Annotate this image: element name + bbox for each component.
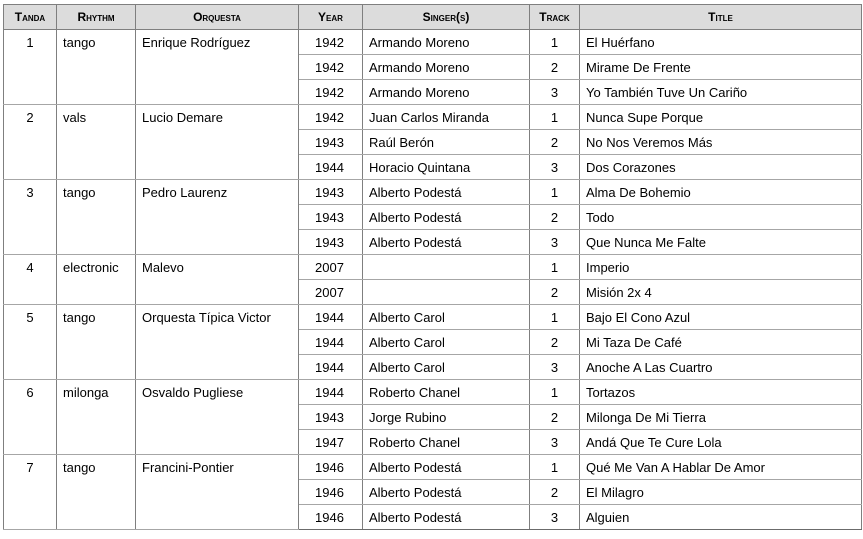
track-cell: 1: [530, 380, 580, 405]
year-cell: 1942: [299, 105, 363, 130]
singer-cell: Alberto Carol: [363, 305, 530, 330]
singer-cell: Roberto Chanel: [363, 430, 530, 455]
title-cell: Misión 2x 4: [580, 280, 862, 305]
title-cell: Imperio: [580, 255, 862, 280]
table-row: [4, 180, 862, 205]
table-body: [4, 30, 862, 530]
header-tanda: Tanda: [4, 5, 57, 30]
singer-cell: Alberto Podestá: [363, 455, 530, 480]
title-cell: Tortazos: [580, 380, 862, 405]
rhythm-cell: tango: [57, 305, 136, 380]
table-row: [4, 305, 862, 330]
singer-cell: Alberto Carol: [363, 355, 530, 380]
track-cell: 2: [530, 130, 580, 155]
title-cell: El Milagro: [580, 480, 862, 505]
singer-cell: Armando Moreno: [363, 55, 530, 80]
orquesta-cell: Osvaldo Pugliese: [136, 380, 299, 455]
table-header: [4, 5, 862, 30]
tanda-number-cell: 3: [4, 180, 57, 255]
singer-cell: [363, 280, 530, 305]
singer-cell: Jorge Rubino: [363, 405, 530, 430]
year-cell: 1943: [299, 230, 363, 255]
title-cell: Qué Me Van A Hablar De Amor: [580, 455, 862, 480]
tanda-number-cell: 7: [4, 455, 57, 530]
year-cell: 1946: [299, 505, 363, 530]
singer-cell: Alberto Podestá: [363, 505, 530, 530]
header-rhythm: Rhythm: [57, 5, 136, 30]
singer-cell: Roberto Chanel: [363, 380, 530, 405]
header-singer: Singer(s): [363, 5, 530, 30]
year-cell: 1942: [299, 80, 363, 105]
singer-cell: Juan Carlos Miranda: [363, 105, 530, 130]
singer-cell: Alberto Carol: [363, 330, 530, 355]
rhythm-cell: electronic: [57, 255, 136, 305]
year-cell: 1944: [299, 355, 363, 380]
singer-cell: Alberto Podestá: [363, 230, 530, 255]
track-cell: 3: [530, 230, 580, 255]
orquesta-cell: Orquesta Típica Victor: [136, 305, 299, 380]
orquesta-cell: Pedro Laurenz: [136, 180, 299, 255]
title-cell: Milonga De Mi Tierra: [580, 405, 862, 430]
title-cell: Mirame De Frente: [580, 55, 862, 80]
rhythm-cell: tango: [57, 30, 136, 105]
title-cell: Alguien: [580, 505, 862, 530]
title-cell: Yo También Tuve Un Cariño: [580, 80, 862, 105]
year-cell: 1942: [299, 55, 363, 80]
track-cell: 2: [530, 330, 580, 355]
title-cell: Mi Taza De Café: [580, 330, 862, 355]
singer-cell: Armando Moreno: [363, 80, 530, 105]
track-cell: 3: [530, 355, 580, 380]
singer-cell: Alberto Podestá: [363, 180, 530, 205]
year-cell: 1946: [299, 480, 363, 505]
track-cell: 1: [530, 105, 580, 130]
track-cell: 2: [530, 280, 580, 305]
tanda-number-cell: 1: [4, 30, 57, 105]
track-cell: 3: [530, 505, 580, 530]
orquesta-cell: Malevo: [136, 255, 299, 305]
title-cell: Alma De Bohemio: [580, 180, 862, 205]
singer-cell: Raúl Berón: [363, 130, 530, 155]
header-row: [4, 5, 862, 30]
title-cell: Dos Corazones: [580, 155, 862, 180]
table-row: [4, 30, 862, 55]
tanda-number-cell: 5: [4, 305, 57, 380]
title-cell: No Nos Veremos Más: [580, 130, 862, 155]
year-cell: 1942: [299, 30, 363, 55]
year-cell: 2007: [299, 255, 363, 280]
title-cell: Bajo El Cono Azul: [580, 305, 862, 330]
singer-cell: Alberto Podestá: [363, 480, 530, 505]
track-cell: 2: [530, 205, 580, 230]
singer-cell: Armando Moreno: [363, 30, 530, 55]
track-cell: 1: [530, 255, 580, 280]
track-cell: 2: [530, 55, 580, 80]
track-cell: 1: [530, 455, 580, 480]
track-cell: 1: [530, 30, 580, 55]
rhythm-cell: milonga: [57, 380, 136, 455]
year-cell: 1947: [299, 430, 363, 455]
title-cell: Anoche A Las Cuartro: [580, 355, 862, 380]
header-title: Title: [580, 5, 862, 30]
track-cell: 3: [530, 155, 580, 180]
table-row: [4, 105, 862, 130]
tanda-number-cell: 6: [4, 380, 57, 455]
table-row: [4, 455, 862, 480]
track-cell: 1: [530, 180, 580, 205]
header-orquesta: Orquesta: [136, 5, 299, 30]
singer-cell: Horacio Quintana: [363, 155, 530, 180]
singer-cell: Alberto Podestá: [363, 205, 530, 230]
tanda-number-cell: 4: [4, 255, 57, 305]
title-cell: Que Nunca Me Falte: [580, 230, 862, 255]
year-cell: 1946: [299, 455, 363, 480]
title-cell: Todo: [580, 205, 862, 230]
year-cell: 1944: [299, 305, 363, 330]
header-track: Track: [530, 5, 580, 30]
title-cell: Nunca Supe Porque: [580, 105, 862, 130]
track-cell: 3: [530, 80, 580, 105]
rhythm-cell: vals: [57, 105, 136, 180]
orquesta-cell: Lucio Demare: [136, 105, 299, 180]
rhythm-cell: tango: [57, 455, 136, 530]
header-year: Year: [299, 5, 363, 30]
year-cell: 1943: [299, 180, 363, 205]
year-cell: 2007: [299, 280, 363, 305]
year-cell: 1943: [299, 130, 363, 155]
year-cell: 1943: [299, 405, 363, 430]
year-cell: 1944: [299, 330, 363, 355]
track-cell: 1: [530, 305, 580, 330]
year-cell: 1944: [299, 155, 363, 180]
table-row: [4, 380, 862, 405]
track-cell: 2: [530, 405, 580, 430]
year-cell: 1943: [299, 205, 363, 230]
tanda-number-cell: 2: [4, 105, 57, 180]
title-cell: Andá Que Te Cure Lola: [580, 430, 862, 455]
track-cell: 2: [530, 480, 580, 505]
singer-cell: [363, 255, 530, 280]
orquesta-cell: Francini-Pontier: [136, 455, 299, 530]
year-cell: 1944: [299, 380, 363, 405]
rhythm-cell: tango: [57, 180, 136, 255]
title-cell: El Huérfano: [580, 30, 862, 55]
track-cell: 3: [530, 430, 580, 455]
tanda-playlist-table: [3, 4, 862, 530]
table-row: [4, 255, 862, 280]
orquesta-cell: Enrique Rodríguez: [136, 30, 299, 105]
